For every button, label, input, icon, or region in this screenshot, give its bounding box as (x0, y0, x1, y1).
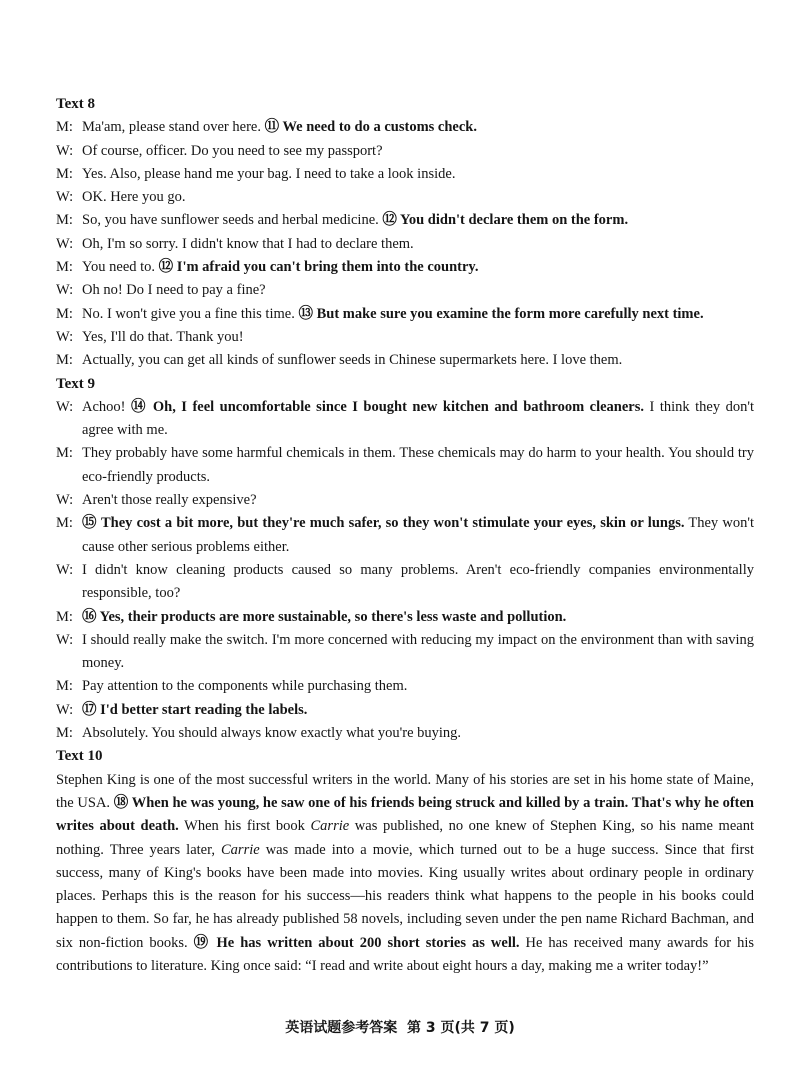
text9-dialogue (56, 396, 754, 745)
speaker-label: M: (56, 608, 73, 625)
speaker-label: M: (56, 678, 73, 695)
speaker-label: W: (56, 701, 74, 718)
answer-key-text: ⑯ Yes, their products are more sustainable, so there's less waste and pollution. (82, 608, 567, 625)
answer-key-text: ⑰ I'd better start reading the labels. (82, 701, 308, 718)
dialogue-line (56, 256, 754, 279)
dialogue-text: I should really make the switch. I'm more concerned with reducing my impact on the environment than with saving money. (82, 631, 754, 672)
dialogue-line (56, 233, 754, 256)
utterance (82, 629, 754, 676)
dialogue-text: You need to. (82, 259, 159, 276)
speaker-label: M: (56, 119, 73, 136)
speaker-label: W: (56, 235, 74, 252)
answer-key-text: ⑮ They cost a bit more, but they're much safer, so they won't stimulate your eyes, skin or lungs. (82, 515, 685, 532)
speaker-label: W: (56, 492, 74, 509)
answer-key-text: ⑱ When he was young, he saw one of his friends being struck and killed by a train. That's why he often writes about death. (56, 794, 754, 835)
dialogue-line (56, 116, 754, 139)
footer-page-number: 第 3 页(共 7 页) (406, 1020, 515, 1036)
dialogue-line (56, 140, 754, 163)
text10-passage (56, 769, 754, 979)
speaker-label: M: (56, 352, 73, 369)
speaker-label: M: (56, 212, 73, 229)
dialogue-text: OK. Here you go. (82, 189, 186, 206)
utterance (82, 209, 754, 232)
text9-heading: Text 9 (56, 375, 96, 392)
dialogue-line (56, 606, 754, 629)
utterance (82, 256, 754, 279)
utterance (82, 140, 754, 163)
dialogue-text: They probably have some harmful chemicals in them. These chemicals may do harm to your health. You should try eco-friendly products. (82, 445, 754, 485)
speaker-label: M: (56, 515, 73, 532)
dialogue-text: Absolutely. You should always know exactly what you're buying. (82, 725, 462, 742)
speaker-label: W: (56, 282, 74, 299)
dialogue-text: So, you have sunflower seeds and herbal medicine. (82, 212, 383, 229)
speaker-label: W: (56, 189, 74, 206)
utterance (82, 349, 754, 372)
utterance (82, 489, 754, 512)
footer-title: 英语试题参考答案 (285, 1020, 398, 1036)
speaker-label: W: (56, 631, 74, 648)
dialogue-line (56, 303, 754, 326)
answer-key-text: ⑫ I'm afraid you can't bring them into the country. (158, 259, 479, 276)
utterance (82, 326, 754, 349)
dialogue-line (56, 512, 754, 559)
speaker-label: M: (56, 259, 73, 276)
dialogue-text: I didn't know cleaning products caused so many problems. Aren't eco-friendly companies environmentally responsible, too? (82, 561, 754, 602)
utterance (82, 303, 754, 326)
dialogue-text: I think they don't agree with me. (82, 398, 754, 439)
speaker-label: W: (56, 561, 74, 578)
dialogue-text: Of course, officer. Do you need to see my passport? (82, 142, 383, 159)
dialogue-line (56, 326, 754, 349)
utterance (82, 279, 754, 302)
dialogue-text: was published, no one knew of Stephen King, so his name meant nothing. Three years later, (56, 818, 754, 858)
dialogue-line (56, 186, 754, 209)
utterance (82, 699, 754, 722)
speaker-label: W: (56, 142, 74, 159)
utterance (82, 442, 754, 489)
utterance (82, 675, 754, 698)
dialogue-text: was made into a movie, which turned out to be a huge success. Since that first success, many of King's books have been made into movies. King usually writes about ordinary people in ordinary places. Perhaps this is the reason for his success—his readers think what happens to the people in his books could happen to them. So far, he has already published 58 novels, including seven under the pen name Richard Bachman, and six non-fiction books. (56, 841, 754, 951)
dialogue-text: Oh no! Do I need to pay a fine? (82, 282, 266, 299)
speaker-label: M: (56, 445, 73, 462)
dialogue-text: Ma'am, please stand over here. (82, 119, 265, 136)
dialogue-line (56, 209, 754, 232)
dialogue-text: He has received many awards for his contributions to literature. King once said: “I read and write about eight hours a day, making me a writer today!” (56, 934, 754, 974)
utterance (82, 163, 754, 186)
dialogue-text: Achoo! (82, 398, 131, 415)
dialogue-text: Actually, you can get all kinds of sunflower seeds in Chinese supermarkets here. I love them. (82, 352, 623, 369)
dialogue-text: Aren't those really expensive? (82, 492, 257, 509)
utterance (82, 606, 754, 629)
speaker-label: M: (56, 305, 73, 322)
dialogue-text: Stephen King is one of the most successful writers in the world. Many of his stories are set in his home state of Maine, the USA. (56, 771, 754, 811)
dialogue-line (56, 675, 754, 698)
dialogue-line (56, 629, 754, 676)
text8-dialogue (56, 116, 754, 372)
dialogue-line (56, 699, 754, 722)
dialogue-text: No. I won't give you a fine this time. (82, 305, 299, 322)
dialogue-text: Yes, I'll do that. Thank you! (82, 328, 244, 345)
speaker-label: M: (56, 725, 73, 742)
dialogue-text: Yes. Also, please hand me your bag. I need to take a look inside. (82, 165, 456, 182)
text10-heading: Text 10 (56, 748, 103, 765)
answer-key-text: ⑪ We need to do a customs check. (264, 119, 477, 136)
speaker-label: W: (56, 398, 74, 415)
utterance (82, 559, 754, 606)
answer-key-text: ⑭ Oh, I feel uncomfortable since I bought new kitchen and bathroom cleaners. (130, 398, 645, 415)
utterance (82, 186, 754, 209)
speaker-label: M: (56, 165, 73, 182)
answer-key-text: ⑲ He has written about 200 short stories as well. (193, 934, 520, 951)
dialogue-line (56, 163, 754, 186)
page-footer (0, 1017, 800, 1037)
dialogue-line (56, 279, 754, 302)
dialogue-text: Pay attention to the components while purchasing them. (82, 678, 408, 695)
dialogue-line (56, 722, 754, 745)
utterance (82, 116, 754, 139)
dialogue-text: When his first book (178, 818, 311, 835)
book-title: Carrie (221, 841, 260, 858)
utterance (82, 396, 754, 443)
dialogue-text: Oh, I'm so sorry. I didn't know that I had to declare them. (82, 235, 414, 252)
speaker-label: W: (56, 328, 74, 345)
answer-key-text: ⑬ But make sure you examine the form more carefully next time. (298, 305, 704, 322)
dialogue-line (56, 442, 754, 489)
dialogue-line (56, 396, 754, 443)
text8-heading: Text 8 (56, 96, 96, 112)
utterance (82, 512, 754, 559)
dialogue-line (56, 489, 754, 512)
answer-page (56, 93, 754, 978)
dialogue-line (56, 559, 754, 606)
utterance (82, 233, 754, 256)
dialogue-text: They won't cause other serious problems either. (82, 515, 754, 555)
utterance (82, 722, 754, 745)
dialogue-line (56, 349, 754, 372)
book-title: Carrie (310, 818, 350, 835)
answer-key-text: ⑫ You didn't declare them on the form. (382, 212, 629, 229)
